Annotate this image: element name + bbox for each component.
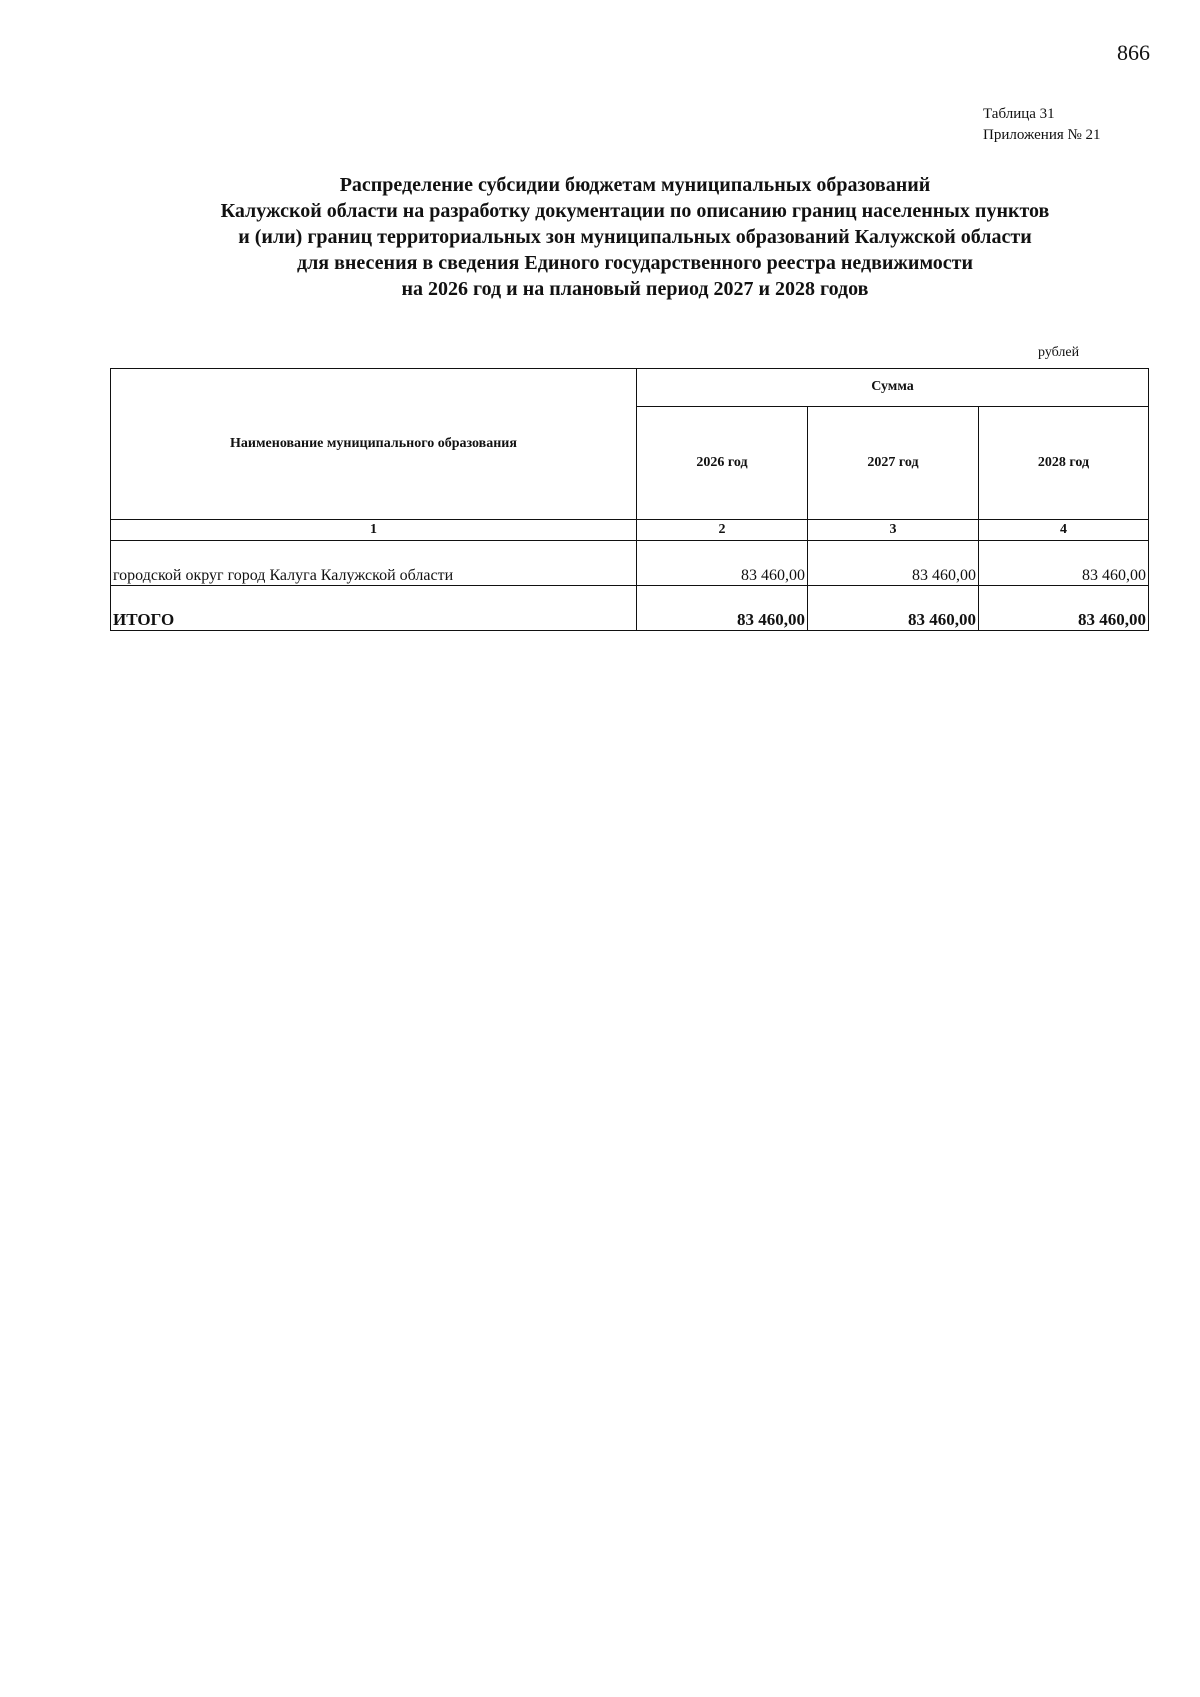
total-2028: 83 460,00	[979, 586, 1149, 631]
header-municipality-name: Наименование муниципального образования	[111, 369, 637, 520]
municipality-name: городской округ город Калуга Калужской области	[111, 541, 637, 586]
title-line: для внесения в сведения Единого государственного реестра недвижимости	[296, 252, 974, 274]
header-row	[111, 369, 1149, 407]
header-year: 2027 год	[808, 406, 979, 519]
amount-2026: 83 460,00	[637, 541, 808, 586]
units-label: рублей	[1038, 345, 1080, 360]
column-number: 3	[808, 520, 979, 541]
header-year: 2026 год	[637, 406, 808, 519]
total-2026: 83 460,00	[637, 586, 808, 631]
header-sum: Сумма	[637, 369, 1149, 407]
title-line: и (или) границ территориальных зон муниципальных образований Калужской области	[238, 226, 1032, 248]
total-2027: 83 460,00	[808, 586, 979, 631]
subsidy-table	[110, 368, 1149, 631]
column-numbers-row	[111, 520, 1149, 541]
amount-2028: 83 460,00	[979, 541, 1149, 586]
document-title	[0, 172, 1200, 302]
total-row	[111, 586, 1149, 631]
table-row	[111, 541, 1149, 586]
title-line: на 2026 год и на плановый период 2027 и 2028 годов	[401, 278, 869, 300]
amount-2027: 83 460,00	[808, 541, 979, 586]
table-number: Таблица 31	[983, 106, 1055, 122]
column-number: 1	[111, 520, 637, 541]
appendix-number: Приложения № 21	[983, 127, 1101, 143]
header-year: 2028 год	[979, 406, 1149, 519]
total-label: ИТОГО	[111, 586, 637, 631]
title-line: Калужской области на разработку документации по описанию границ населенных пунктов	[220, 200, 1050, 222]
page-number: 866	[1117, 40, 1150, 65]
title-line: Распределение субсидии бюджетам муниципальных образований	[339, 174, 931, 196]
column-number: 2	[637, 520, 808, 541]
column-number: 4	[979, 520, 1149, 541]
table-reference	[983, 104, 1101, 146]
